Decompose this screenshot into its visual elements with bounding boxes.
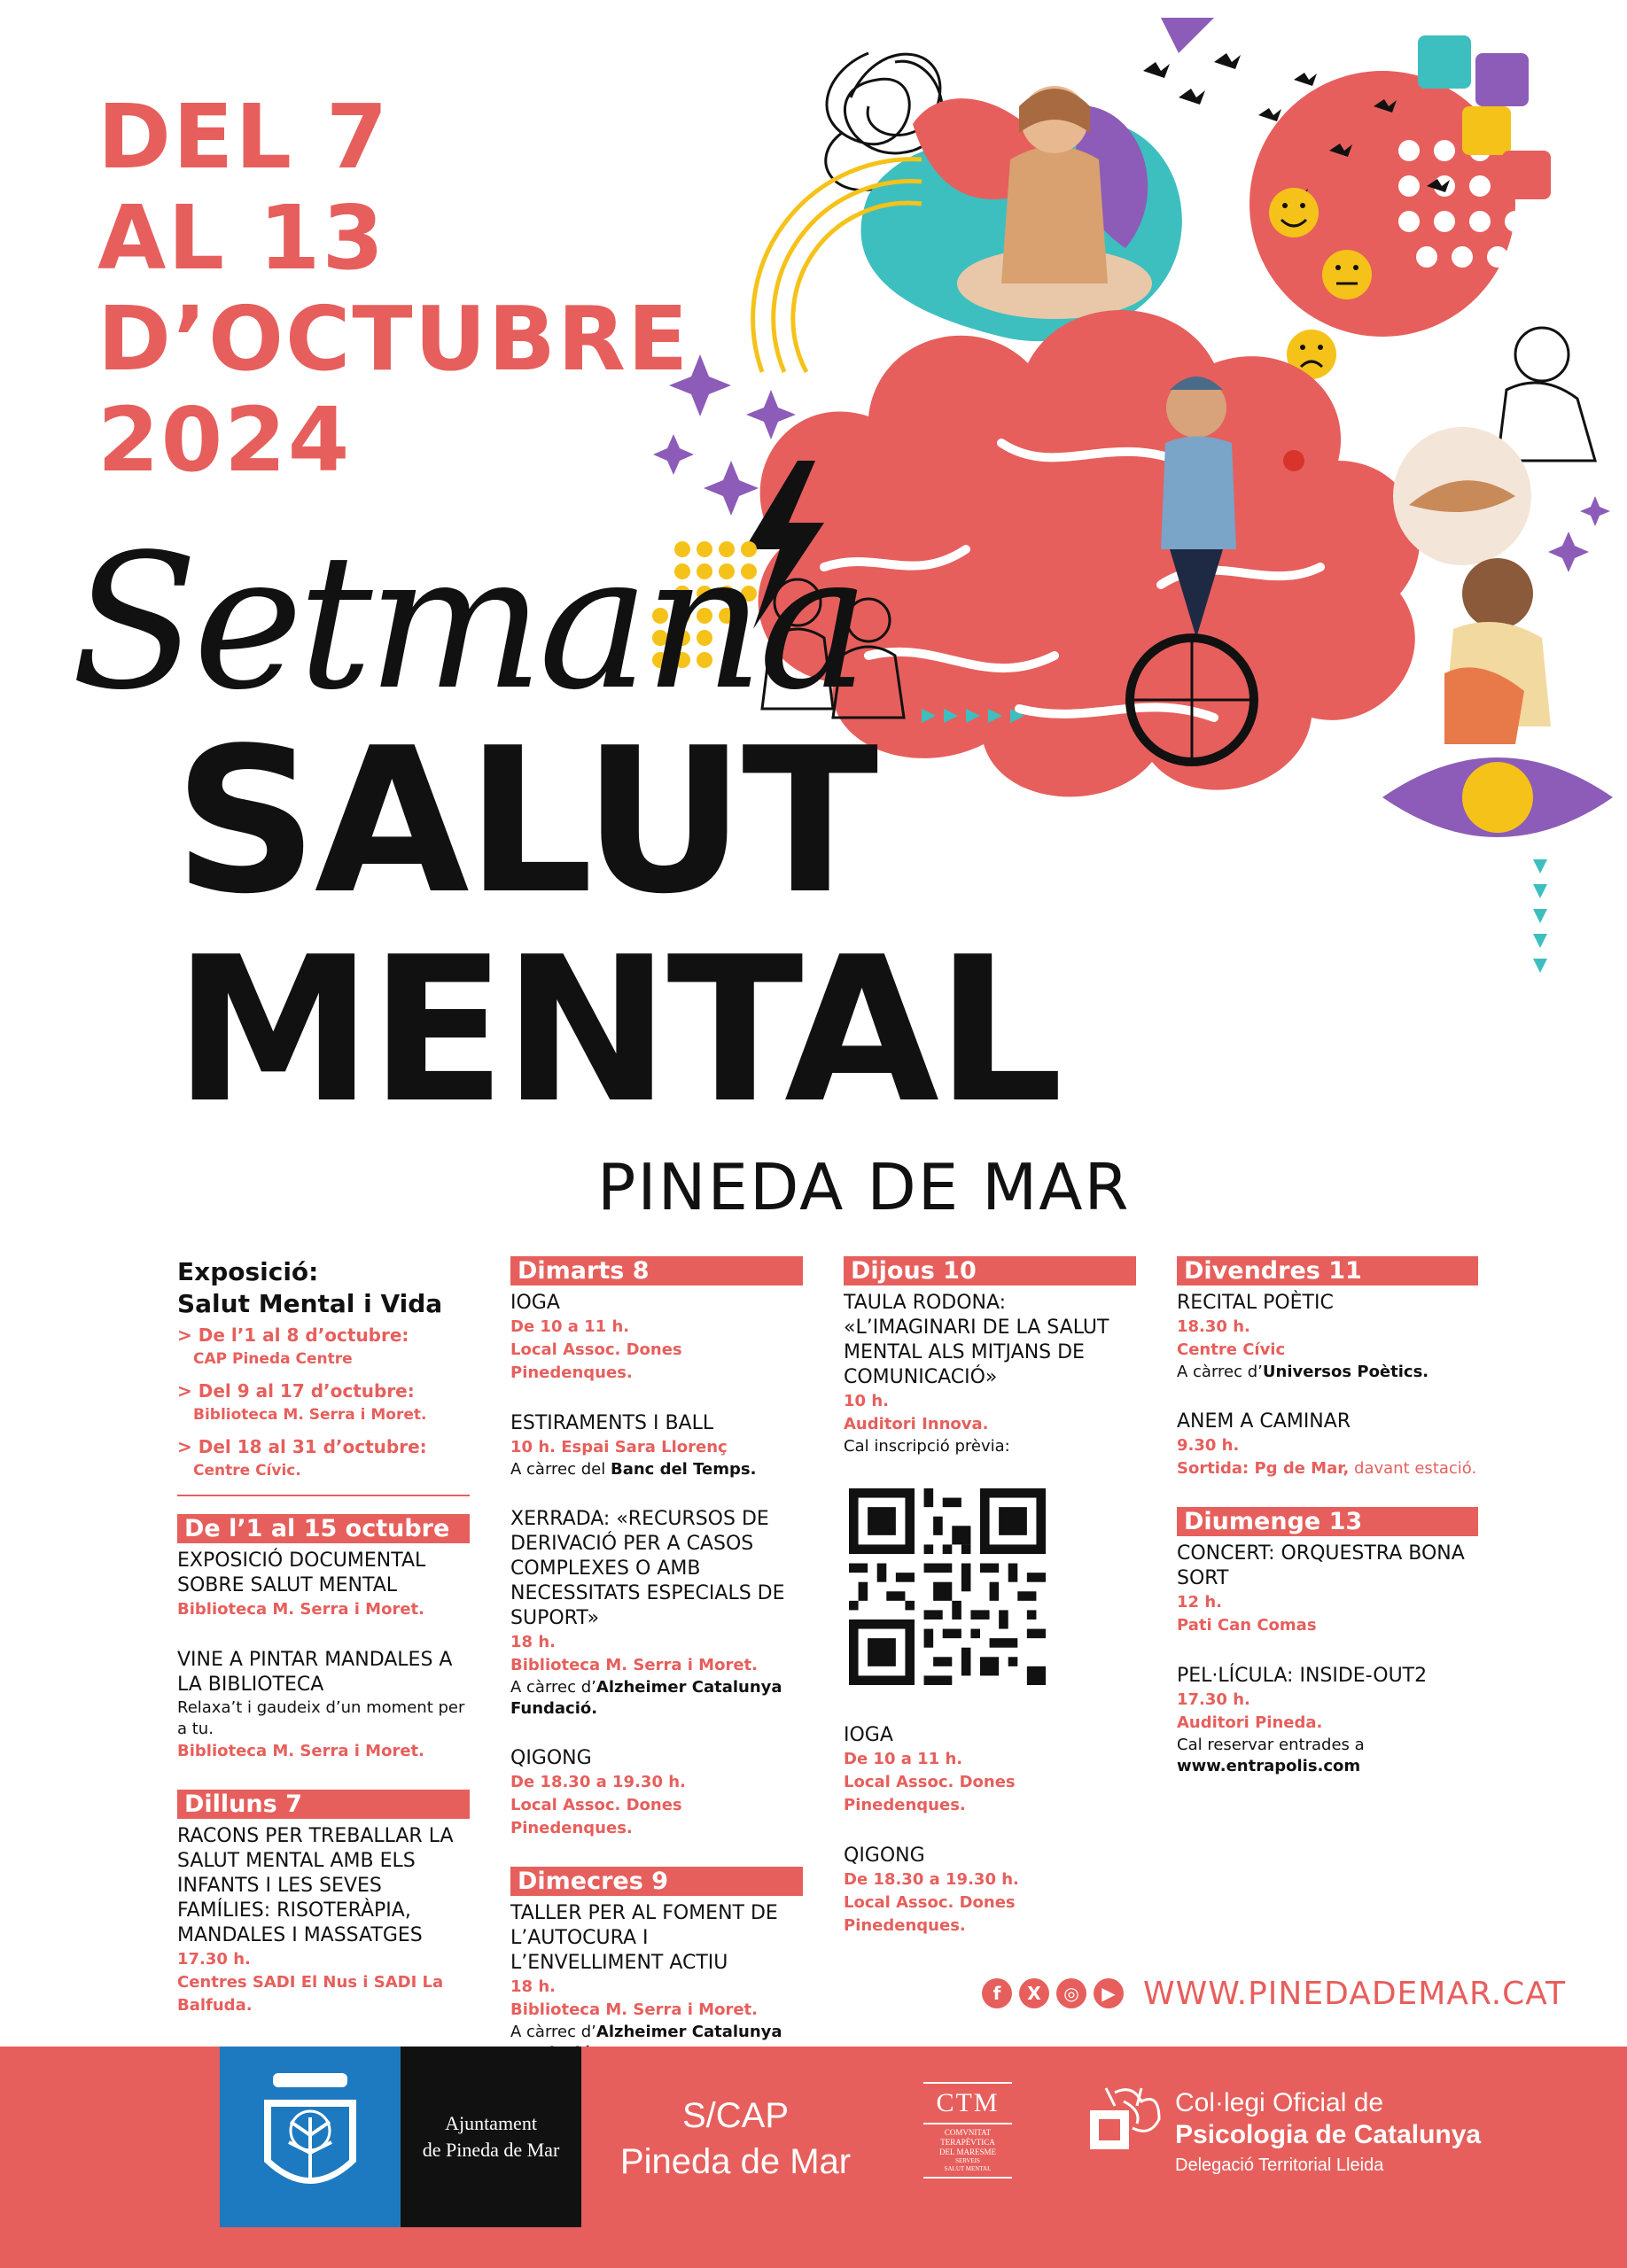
program-column-2 — [510, 1256, 803, 2091]
expo-date: > Del 9 al 17 d’octubre: — [177, 1380, 415, 1402]
event-time: 17.30 h. — [1177, 1690, 1250, 1709]
day-header: Dijous 10 — [844, 1256, 1136, 1285]
event-title: TALLER PER AL FOMENT DE L’AUTOCURA I L’ENVELLIMENT ACTIU — [510, 1902, 778, 1974]
event-place: Biblioteca M. Serra i Moret. — [177, 1600, 424, 1619]
ajuntament-logo — [220, 2047, 401, 2227]
script-title: Setmana — [71, 514, 865, 731]
qr-code[interactable] — [849, 1488, 1046, 1685]
event-time: 18 h. — [510, 1633, 556, 1651]
psychology-college-logo-icon — [1088, 2084, 1164, 2155]
event-title: QIGONG — [510, 1747, 592, 1769]
date-line-2: AL 13 — [97, 186, 386, 290]
event-title: VINE A PINTAR MANDALES A LA BIBLIOTECA — [177, 1649, 453, 1696]
coat-of-arms-icon — [220, 2047, 401, 2227]
expo-place: Biblioteca M. Serra i Moret. — [193, 1406, 427, 1424]
event-item — [510, 1746, 803, 1840]
event-title: TAULA RODONA: «L’IMAGINARI DE LA SALUT MENTAL ALS MITJANS DE COMUNICACIÓ» — [844, 1292, 1109, 1388]
instagram-icon[interactable]: ◎ — [1056, 1978, 1086, 2008]
event-item — [844, 1844, 1136, 1938]
event-time: 17.30 h. — [177, 1950, 251, 1969]
event-item — [510, 1291, 803, 1385]
event-title: RECITAL POÈTIC — [1177, 1292, 1334, 1314]
puzzle-icon — [1418, 35, 1471, 89]
psychology-college-text — [1175, 2087, 1481, 2179]
program-column-4 — [1177, 1256, 1478, 1804]
event-item — [510, 1411, 803, 1480]
title-line-mental: MENTAL — [174, 914, 1060, 1147]
ajuntament-line-2: de Pineda de Mar — [422, 2139, 560, 2161]
ctm-text-2: TERAPÈVTICA — [940, 2138, 995, 2147]
event-item — [177, 1824, 470, 2017]
event-time: 18.30 h. — [1177, 1317, 1250, 1336]
event-title: PEL·LÍCULA: INSIDE-OUT2 — [1177, 1665, 1428, 1687]
youtube-icon[interactable]: ▶ — [1094, 1978, 1124, 2008]
event-note: A càrrec d’Alzheimer Catalunya Fundació. — [510, 1678, 782, 1718]
facebook-icon[interactable]: f — [982, 1978, 1012, 2008]
ctm-monogram: CTM — [923, 2082, 1012, 2124]
scap-logo-text — [603, 2093, 868, 2185]
event-title: CONCERT: ORQUESTRA BONA SORT — [1177, 1542, 1465, 1589]
day-header: Divendres 11 — [1177, 1256, 1478, 1285]
event-place: Auditori Pineda. — [1177, 1713, 1323, 1732]
event-title: IOGA — [844, 1724, 893, 1746]
college-line-2: Psicologia de Catalunya — [1175, 2120, 1482, 2149]
event-note: A càrrec del Banc del Temps. — [510, 1460, 757, 1479]
expo-date: > Del 18 al 31 d’octubre: — [177, 1436, 427, 1457]
event-item — [1177, 1410, 1478, 1480]
event-item — [177, 1648, 470, 1763]
event-time: 10 h. Espai Sara Llorenç — [510, 1438, 728, 1456]
date-line-3: D’OCTUBRE — [97, 287, 690, 391]
smiley-icon — [1269, 188, 1319, 237]
event-title: IOGA — [510, 1292, 560, 1314]
town-name: PINEDA DE MAR — [597, 1150, 1131, 1224]
ctm-text-5: SALUT MENTAL — [923, 2165, 1012, 2179]
event-title: ESTIRAMENTS I BALL — [510, 1412, 714, 1434]
day-header: Dilluns 7 — [177, 1790, 470, 1819]
event-note: A càrrec d’Universos Poètics. — [1177, 1363, 1429, 1381]
event-time: De 10 a 11 h. — [844, 1750, 963, 1768]
event-time: De 18.30 a 19.30 h. — [510, 1773, 686, 1791]
ajuntament-line-1: Ajuntament — [445, 2112, 537, 2134]
event-title: XERRADA: «RECURSOS DE DERIVACIÓ PER A CASOS COMPLEXES O AMB NECESSITATS ESPECIALS DE SUPORT» — [510, 1508, 785, 1629]
event-place: Local Assoc. Dones Pinedenques. — [844, 1773, 1016, 1814]
puzzle-icon — [1475, 53, 1529, 106]
event-time: De 18.30 a 19.30 h. — [844, 1870, 1019, 1889]
event-item — [1177, 1542, 1478, 1637]
ctm-text-4: SERVEIS — [955, 2157, 980, 2164]
event-place: Sortida: Pg de Mar, davant estació. — [1177, 1459, 1477, 1478]
website-link[interactable]: WWW.PINEDADEMAR.CAT — [1143, 1976, 1567, 2012]
event-place: Biblioteca M. Serra i Moret. — [177, 1742, 424, 1760]
event-time: 9.30 h. — [1177, 1436, 1240, 1455]
expo-date: > De l’1 al 8 d’octubre: — [177, 1324, 409, 1346]
date-line-1: DEL 7 — [97, 85, 390, 189]
event-place: Centre Cívic — [1177, 1340, 1286, 1359]
sitting-child-photo — [1444, 558, 1551, 744]
event-note: A càrrec d’Alzheimer Catalunya — [510, 2023, 782, 2041]
main-title — [174, 705, 1060, 1147]
purple-triangle — [1161, 18, 1214, 53]
event-place: Biblioteca M. Serra i Moret. — [510, 1656, 758, 1674]
ticket-link[interactable]: www.entrapolis.com — [1177, 1757, 1361, 1775]
exposition-title: Salut Mental i Vida — [177, 1289, 443, 1318]
puzzle-icon — [1462, 106, 1511, 155]
event-time: 10 h. — [844, 1392, 889, 1410]
event-time: De 10 a 11 h. — [510, 1317, 630, 1336]
day-header: Dimarts 8 — [510, 1256, 803, 1285]
college-line-1: Col·legi Oficial de — [1175, 2088, 1384, 2117]
event-place: Local Assoc. Dones Pinedenques. — [510, 1340, 682, 1382]
event-item — [510, 1901, 803, 2064]
date-line-4: 2024 — [97, 388, 352, 492]
event-note: Cal inscripció prèvia: — [844, 1437, 1010, 1456]
day-header: Dimecres 9 — [510, 1867, 803, 1896]
x-icon[interactable]: X — [1019, 1978, 1049, 2008]
expo-place: CAP Pineda Centre — [193, 1350, 353, 1368]
ajuntament-name-block — [401, 2047, 581, 2227]
ctm-logo — [923, 2082, 1012, 2179]
event-note: Relaxa’t i gaudeix d’un moment per a tu. — [177, 1698, 465, 1738]
event-title: EXPOSICIÓ DOCUMENTAL SOBRE SALUT MENTAL — [177, 1550, 426, 1596]
ctm-text-1: COMVNITAT — [944, 2128, 992, 2137]
day-header: Diumenge 13 — [1177, 1507, 1478, 1536]
title-line-salut: SALUT — [174, 705, 876, 938]
eye-iris — [1462, 762, 1533, 833]
event-place: Local Assoc. Dones Pinedenques. — [844, 1893, 1016, 1935]
event-title: QIGONG — [844, 1845, 925, 1867]
event-dates — [97, 87, 689, 491]
event-title: ANEM A CAMINAR — [1177, 1410, 1351, 1433]
event-item — [510, 1507, 803, 1720]
event-place: Local Assoc. Dones Pinedenques. — [510, 1796, 682, 1837]
event-item — [177, 1549, 470, 1621]
event-place: Pati Can Comas — [1177, 1616, 1317, 1635]
day-header: De l’1 al 15 octubre — [177, 1514, 470, 1543]
program-column-1 — [177, 1256, 470, 2044]
scap-line-1: S/CAP — [681, 2096, 790, 2135]
event-item — [1177, 1291, 1478, 1383]
neutral-face-icon — [1322, 250, 1372, 299]
event-note: Cal reservar entrades a — [1177, 1736, 1365, 1754]
event-item — [844, 1291, 1136, 1457]
expo-place: Centre Cívic. — [193, 1462, 301, 1480]
ctm-text-3: DEL MARESME — [939, 2148, 996, 2156]
event-time: 18 h. — [510, 1977, 556, 1996]
event-place: Auditori Innova. — [844, 1415, 989, 1433]
event-place: Biblioteca M. Serra i Moret. — [510, 2000, 758, 2019]
event-title: RACONS PER TREBALLAR LA SALUT MENTAL AMB ELS INFANTS I LES SEVES FAMÍLIES: RISOTERÀPIA, MANDALES I MASSATGES — [177, 1825, 454, 1946]
college-line-3: Delegació Territorial Lleida — [1175, 2155, 1384, 2175]
event-item — [844, 1723, 1136, 1817]
event-place: Centres SADI El Nus i SADI La Balfuda. — [177, 1973, 444, 2015]
event-time: 12 h. — [1177, 1593, 1222, 1612]
scap-line-2: Pineda de Mar — [619, 2142, 852, 2181]
puzzle-icon — [1502, 151, 1551, 199]
section-divider — [177, 1495, 470, 1496]
exposition-heading: Exposició: — [177, 1257, 319, 1286]
event-item — [1177, 1664, 1478, 1777]
